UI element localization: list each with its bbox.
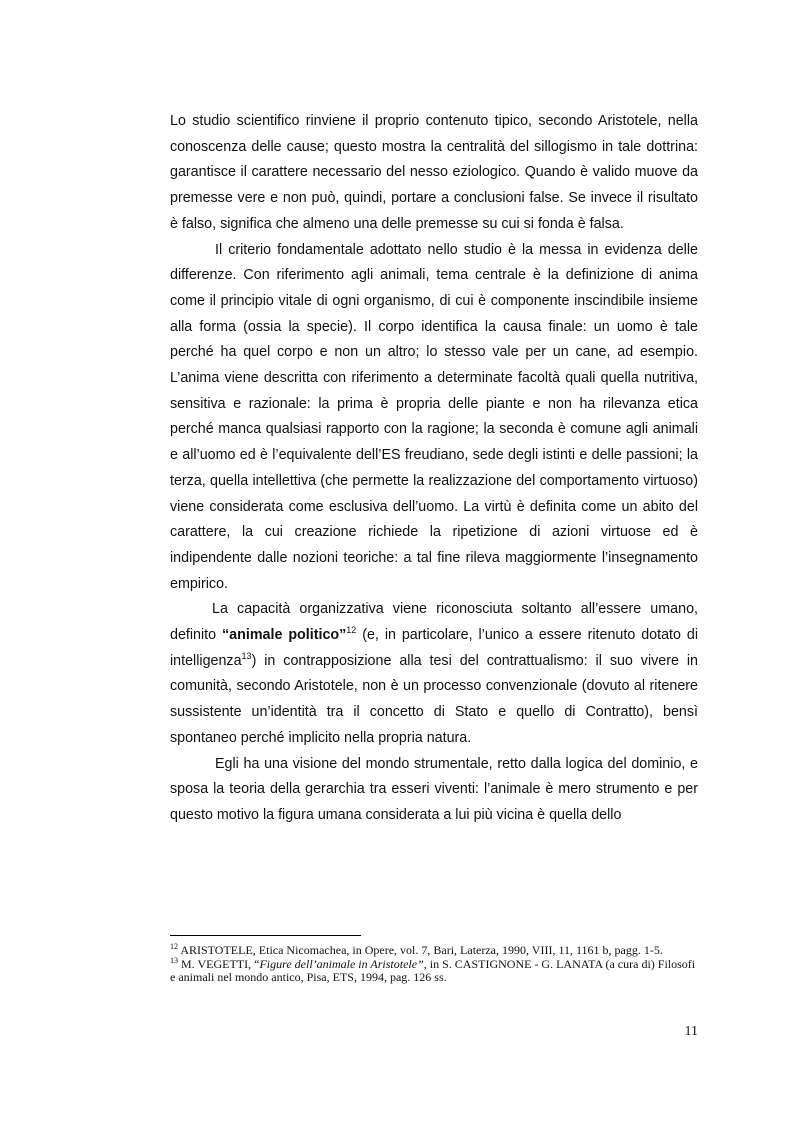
paragraph-3-text-middle: (e, in particolare, l’unico a essere ritenuto dotato di intelligenza [170, 627, 698, 669]
footnote-12 [170, 944, 698, 958]
footnote-12-text: ARISTOTELE, Etica Nicomachea, in Opere, vol. 7, Bari, Laterza, 1990, VIII, 11, 1161 b, pagg. 1-5. [178, 943, 663, 957]
paragraph-3 [170, 597, 698, 751]
paragraph-3-text-start: La capacità organizzativa viene riconosciuta soltanto all’essere umano, definito [170, 601, 698, 644]
footnotes [170, 944, 698, 985]
footnote-13-text-end: , in S. CASTIGNONE - G. LANATA (a cura di) Filosofi e animali nel mondo antico, Pisa, ETS, 1994, pag. 126 ss. [170, 956, 696, 984]
paragraph-4: Egli ha una visione del mondo strumentale, retto dalla logica del dominio, e sposa la teoria della gerarchia tra esseri viventi: l’animale è mero strumento e per questo motivo la figura umana considerata a lui più vicina è quella dello [170, 755, 698, 823]
footnote-mark-12: 12 [170, 942, 178, 951]
footnote-separator [170, 935, 361, 936]
bold-term-animale-politico: “animale politico” [222, 627, 347, 644]
footnote-ref-13[interactable]: 13 [241, 651, 252, 661]
footnote-13-italic-title: Figure dell’animale in Aristotele” [259, 956, 424, 971]
footnote-13-text-start: M. VEGETTI, “ [178, 956, 260, 971]
footnote-ref-12[interactable]: 12 [346, 625, 357, 636]
footnote-mark-13: 13 [170, 955, 178, 965]
page-number: 11 [684, 1024, 698, 1039]
paragraph-2: Il criterio fondamentale adottato nello studio è la messa in evidenza delle differenze. Con riferimento agli animali, tema centrale è la definizione di anima come il principio vitale di ogni organismo, di cui è componente inscindibile insieme alla forma (ossia la specie). Il corpo identifica la causa finale: un uomo è tale perché ha quel corpo e non un altro; lo stesso vale per un cane, ad esempio. L’anima viene descritta con riferimento a determinate facoltà quali quella nutritiva, sensitiva e razionale: la prima è propria delle piante e non ha rilevanza etica perché manca qualsiasi rapporto con la ragione; la seconda è comune agli animali e all’uomo ed è l’equivalente dell’ES freudiano, sede degli istinti e delle passioni; la terza, quella intellettiva (che permette la realizzazione del comportamento virtuoso) viene considerata come esclusiva dell’uomo. La virtù è definita come un abito del carattere, la cui creazione richiede la ripetizione di azioni virtuose ed è indipendente dalle nozioni teoriche: a tal fine rileva maggiormente l’insegnamento empirico. [170, 241, 698, 592]
paragraph-3-text-end: ) in contrapposizione alla tesi del contrattualismo: il suo vivere in comunità, secondo Aristotele, non è un processo convenzionale (dovuto al ritenere sussistente un’identità tra il concetto di Stato e quello di Contratto), bensì spontaneo perché implicito nella propria natura. [170, 652, 698, 746]
footnote-13 [170, 955, 698, 985]
paragraph-1: Lo studio scientifico rinviene il proprio contenuto tipico, secondo Aristotele, nella conoscenza delle cause; questo mostra la centralità del sillogismo in tale dottrina: garantisce il carattere necessario del nesso eziologico. Quando è valido muove da premesse vere e non può, quindi, portare a conclusioni false. Se invece il risultato è falso, significa che almeno una delle premesse su cui si fonda è falsa. [170, 113, 698, 232]
body-text [170, 109, 698, 829]
